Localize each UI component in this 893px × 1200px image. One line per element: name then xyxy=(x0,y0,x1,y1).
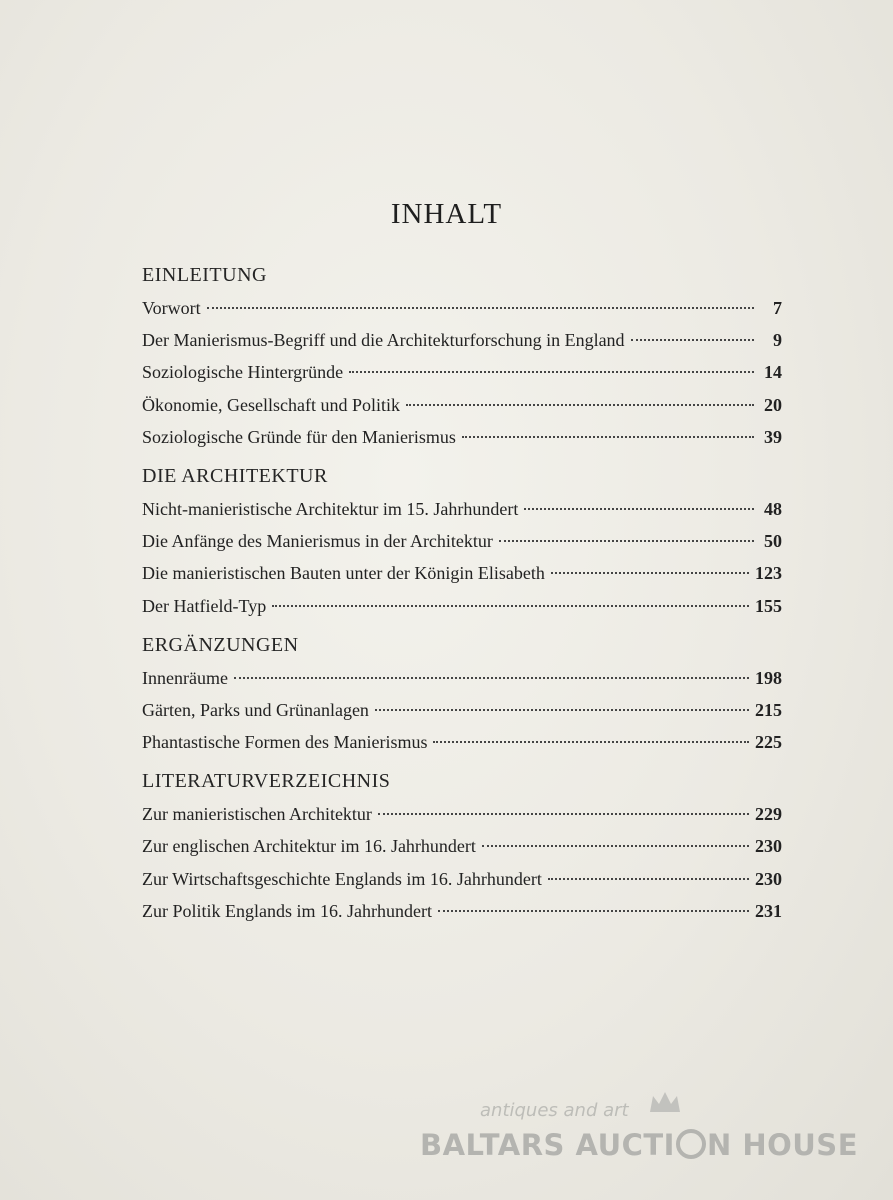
page-number: 155 xyxy=(755,595,782,616)
dot-leader xyxy=(406,404,754,406)
dot-leader xyxy=(631,339,754,341)
page-number: 225 xyxy=(755,732,782,753)
entry-title: Soziologische Hintergründe xyxy=(142,362,344,383)
watermark-brand-end: N HOUSE xyxy=(706,1128,859,1162)
page-number: 229 xyxy=(755,804,782,825)
toc-section xyxy=(142,628,782,759)
entry-title: Zur Politik Englands im 16. Jahrhundert xyxy=(142,900,432,921)
page-number: 39 xyxy=(764,426,782,447)
entry-title: Zur Wirtschaftsgeschichte Englands im 16. Jahrhundert xyxy=(142,868,542,889)
section-heading: LITERATURVERZEICHNIS xyxy=(142,770,391,793)
toc-entry xyxy=(142,292,782,324)
page-number: 7 xyxy=(773,298,782,318)
entry-title: Zur englischen Architektur im 16. Jahrhundert xyxy=(142,836,476,857)
dot-leader xyxy=(234,677,749,679)
toc-entry xyxy=(142,493,782,525)
watermark-brand xyxy=(420,1128,858,1162)
dot-leader xyxy=(482,845,749,847)
dot-leader xyxy=(375,709,749,711)
entry-title: Soziologische Gründe für den Manierismus xyxy=(142,426,456,447)
toc-entry xyxy=(142,389,782,421)
entry-title: Vorwort xyxy=(142,298,201,318)
toc-entry xyxy=(142,895,782,927)
dot-leader xyxy=(378,813,749,815)
entry-title: Der Hatfield-Typ xyxy=(142,595,267,616)
section-heading: ERGÄNZUNGEN xyxy=(142,633,299,656)
toc-entry xyxy=(142,421,782,453)
entry-title: Gärten, Parks und Grünanlagen xyxy=(142,699,369,720)
page-number: 198 xyxy=(755,667,782,688)
dot-leader xyxy=(207,307,754,309)
toc-entry xyxy=(142,557,782,589)
toc-section xyxy=(142,258,782,453)
page-number: 9 xyxy=(773,330,782,351)
toc-entry xyxy=(142,863,782,895)
dot-leader xyxy=(551,572,749,574)
entry-title: Innenräume xyxy=(142,667,228,688)
toc-entry xyxy=(142,356,782,388)
section-heading: DIE ARCHITEKTUR xyxy=(142,464,328,487)
dot-leader xyxy=(433,741,749,743)
toc-entry xyxy=(142,324,782,356)
page-number: 48 xyxy=(764,498,782,519)
entry-title: Die manieristischen Bauten unter der Königin Elisabeth xyxy=(142,563,545,584)
toc-entry xyxy=(142,590,782,622)
page-number: 231 xyxy=(755,900,782,921)
page-number: 14 xyxy=(764,362,782,383)
dot-leader xyxy=(548,878,749,880)
watermark-tagline: antiques and art xyxy=(480,1100,629,1121)
dot-leader xyxy=(349,371,754,373)
dot-leader xyxy=(272,605,749,607)
toc-section xyxy=(142,459,782,622)
dot-leader xyxy=(462,436,754,438)
page-number: 50 xyxy=(764,531,782,552)
entry-title: Phantastische Formen des Manierismus xyxy=(142,732,428,753)
section-heading: EINLEITUNG xyxy=(142,264,267,286)
toc-entry xyxy=(142,798,782,830)
dot-leader xyxy=(524,508,754,510)
page-number: 123 xyxy=(755,563,782,584)
page-title: INHALT xyxy=(390,198,503,230)
watermark-o-icon xyxy=(676,1129,706,1159)
entry-title: Nicht-manieristische Architektur im 15. Jahrhundert xyxy=(142,498,519,519)
page-number: 20 xyxy=(764,394,782,415)
toc-section xyxy=(142,764,782,927)
table-of-contents xyxy=(142,258,782,927)
toc-entry xyxy=(142,694,782,726)
entry-title: Zur manieristischen Architektur xyxy=(142,804,372,825)
dot-leader xyxy=(499,540,754,542)
toc-entry xyxy=(142,525,782,557)
toc-entry xyxy=(142,726,782,758)
crown-icon xyxy=(648,1090,682,1121)
entry-title: Der Manierismus-Begriff und die Architekturforschung in England xyxy=(142,330,625,351)
toc-entry xyxy=(142,830,782,862)
watermark-brand-start: BALTARS AUCTI xyxy=(420,1128,675,1162)
entry-title: Ökonomie, Gesellschaft und Politik xyxy=(142,394,400,415)
dot-leader xyxy=(438,910,749,912)
entry-title: Die Anfänge des Manierismus in der Architektur xyxy=(142,531,493,552)
page-number: 230 xyxy=(755,836,782,857)
page-number: 215 xyxy=(755,699,782,720)
page-number: 230 xyxy=(755,868,782,889)
toc-entry xyxy=(142,662,782,694)
